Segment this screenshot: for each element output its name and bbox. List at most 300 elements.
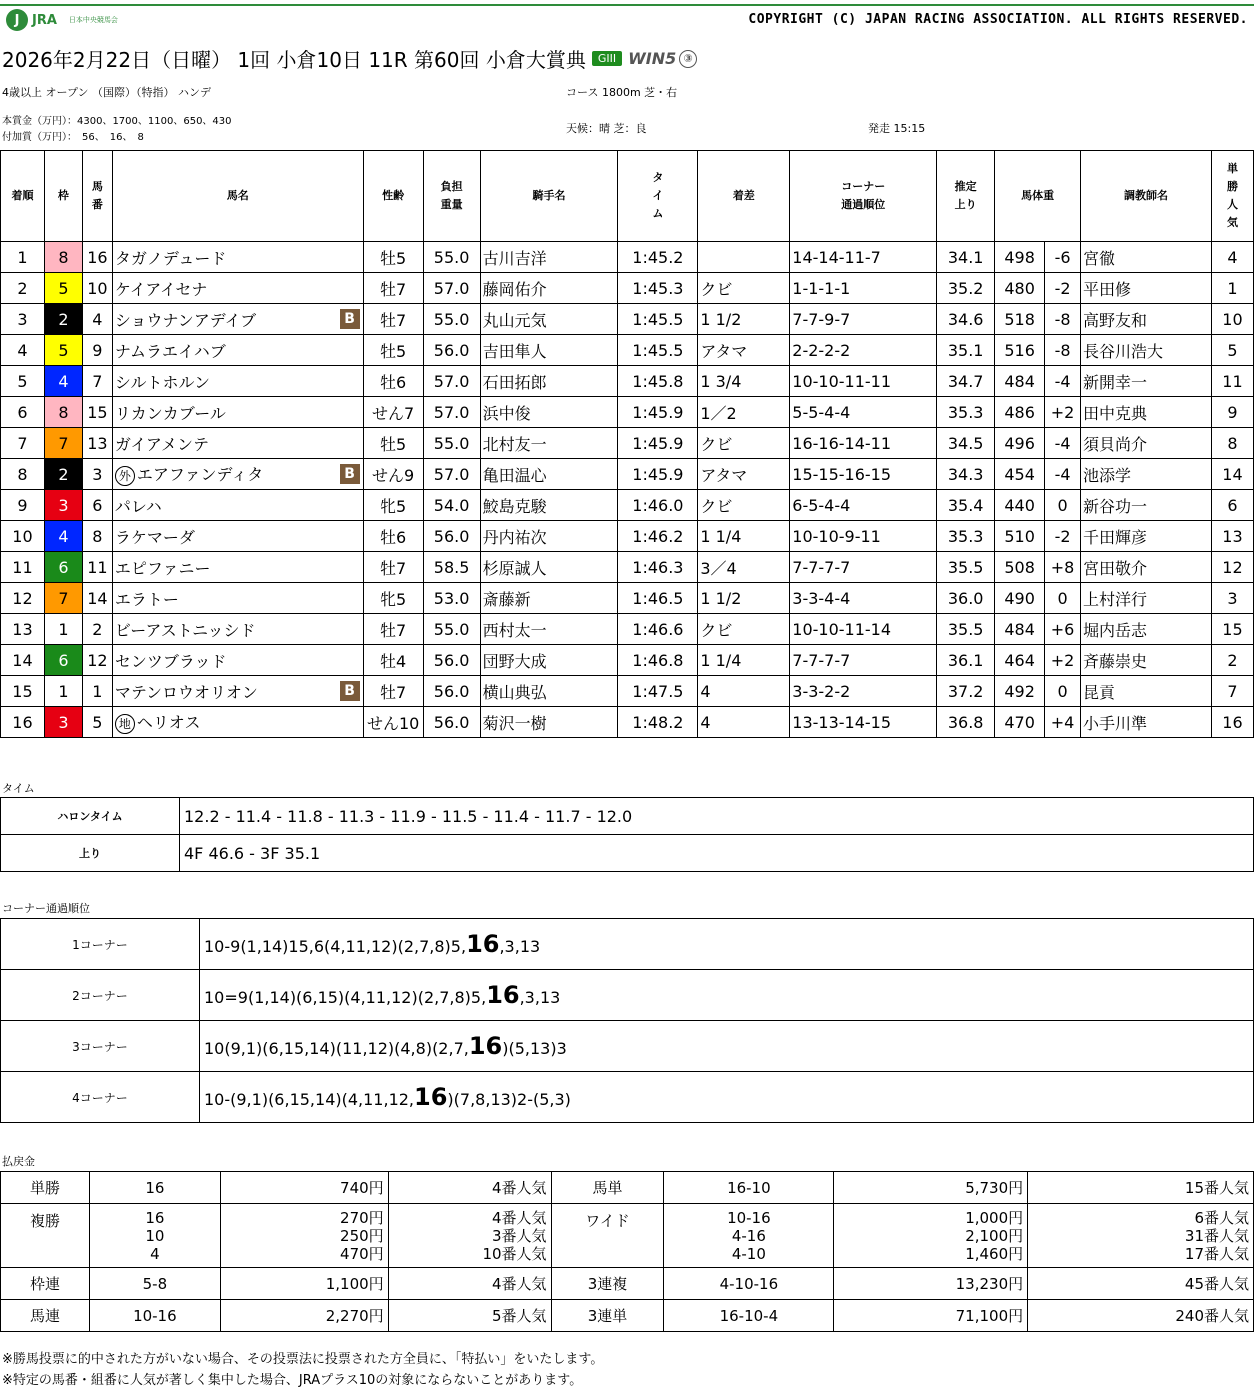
sex-age-cell: 牡5 — [363, 428, 423, 459]
bet-popularity — [388, 1300, 551, 1332]
horse-number-cell: 13 — [82, 428, 112, 459]
corner-order-before: 10(9,1)(6,15,14)(11,12)(4,8)(2,7, — [204, 1039, 469, 1058]
jockey-link[interactable]: 団野大成 — [482, 651, 547, 671]
popularity-cell: 12 — [1211, 552, 1253, 583]
table-row — [1, 397, 1254, 428]
trainer-link[interactable]: 小手川準 — [1083, 713, 1148, 733]
bet-numbers — [89, 1300, 220, 1332]
jockey-link[interactable]: 丹内祐次 — [482, 527, 547, 547]
trainer-cell — [1081, 676, 1212, 707]
bet-payout — [220, 1300, 388, 1332]
corner-order — [200, 970, 1254, 1021]
weight-carried-cell: 56.0 — [423, 707, 480, 738]
jockey-cell — [480, 583, 618, 614]
trainer-cell — [1081, 242, 1212, 273]
horse-number-cell: 10 — [82, 273, 112, 304]
weight-carried-cell: 56.0 — [423, 676, 480, 707]
jockey-link[interactable]: 丸山元気 — [482, 310, 547, 330]
time-cell: 1:46.0 — [618, 490, 698, 521]
jockey-link[interactable]: 西村太一 — [482, 620, 547, 640]
furlong-times: 12.2 - 11.4 - 11.8 - 11.3 - 11.9 - 11.5 - 11.4 - 11.7 - 12.0 — [180, 798, 1254, 835]
trainer-link[interactable]: 新開幸一 — [1083, 372, 1148, 392]
margin-cell: 4 — [698, 676, 790, 707]
time-section-label: タイム — [2, 782, 35, 795]
bet-type-label: 3連複 — [551, 1268, 664, 1300]
table-row — [1, 676, 1254, 707]
trainer-link[interactable]: 宮田敬介 — [1083, 558, 1148, 578]
sex-age-cell: せん7 — [363, 397, 423, 428]
bet-popularity-line: 3番人気 — [492, 1226, 547, 1245]
trainer-link[interactable]: 斉藤崇史 — [1083, 651, 1148, 671]
trainer-link[interactable]: 堀内岳志 — [1083, 620, 1148, 640]
trainer-cell — [1081, 707, 1212, 738]
corner-winner-number: 16 — [486, 981, 520, 1009]
trainer-cell — [1081, 645, 1212, 676]
trainer-cell — [1081, 521, 1212, 552]
sex-age-cell: 牡7 — [363, 552, 423, 583]
finish-cell: 16 — [1, 707, 45, 738]
payout-section-label: 払戻金 — [2, 1155, 35, 1168]
trainer-link[interactable]: 新谷功一 — [1083, 496, 1148, 516]
bet-type-label: ワイド — [551, 1204, 664, 1268]
margin-cell: クビ — [698, 428, 790, 459]
horse-name-cell — [112, 552, 363, 583]
bet-payout-line: 250円 — [340, 1226, 384, 1245]
waku-cell: 1 — [44, 676, 82, 707]
waku-cell: 8 — [44, 397, 82, 428]
furlong-label: ハロンタイム — [1, 798, 180, 835]
body-weight-change-cell: +2 — [1045, 397, 1081, 428]
time-cell: 1:48.2 — [618, 707, 698, 738]
jockey-link[interactable]: 古川吉洋 — [482, 248, 547, 268]
weather: 天候：晴 芝：良 — [566, 122, 647, 135]
time-cell: 1:45.9 — [618, 397, 698, 428]
body-weight-cell: 484 — [995, 614, 1045, 645]
win5-badge — [628, 49, 697, 68]
sex-age-cell: 牡7 — [363, 614, 423, 645]
bet-payout — [834, 1300, 1028, 1332]
waku-cell: 6 — [44, 552, 82, 583]
horse-name-cell — [112, 366, 363, 397]
sex-age-cell: せん10 — [363, 707, 423, 738]
time-cell: 1:45.9 — [618, 428, 698, 459]
popularity-cell: 8 — [1211, 428, 1253, 459]
trainer-cell — [1081, 428, 1212, 459]
last3f-cell: 37.2 — [937, 676, 995, 707]
bet-type-label: 複勝 — [1, 1204, 90, 1268]
jockey-cell — [480, 304, 618, 335]
jockey-cell — [480, 273, 618, 304]
sex-age-cell: せん9 — [363, 459, 423, 490]
header-finish: 着順 — [1, 151, 45, 242]
trainer-cell — [1081, 583, 1212, 614]
weight-carried-cell: 55.0 — [423, 614, 480, 645]
margin-cell: 4 — [698, 707, 790, 738]
margin-cell: 1／2 — [698, 397, 790, 428]
body-weight-cell: 498 — [995, 242, 1045, 273]
bet-popularity — [1028, 1268, 1254, 1300]
weight-carried-cell: 57.0 — [423, 273, 480, 304]
table-row — [1, 521, 1254, 552]
horse-name-link[interactable]: リカンカブール — [114, 403, 226, 423]
trainer-link[interactable]: 千田輝彦 — [1083, 527, 1148, 547]
corner-order-before: 10-(9,1)(6,15,14)(4,11,12, — [204, 1090, 415, 1109]
trainer-cell — [1081, 614, 1212, 645]
results-header-row — [1, 151, 1254, 242]
jra-logo[interactable] — [6, 9, 118, 31]
jockey-link[interactable]: 横山典弘 — [482, 682, 547, 702]
trainer-link[interactable]: 上村洋行 — [1083, 589, 1148, 609]
race-title: 2026年2月22日（日曜） 1回 小倉10日 11R 第60回 小倉大賞典 — [2, 48, 586, 72]
last3f-cell: 36.8 — [937, 707, 995, 738]
trainer-link[interactable]: 高野友和 — [1083, 310, 1148, 330]
body-weight-cell: 470 — [995, 707, 1045, 738]
popularity-cell: 2 — [1211, 645, 1253, 676]
corner-order — [200, 1021, 1254, 1072]
bet-numbers-line: 10 — [145, 1226, 165, 1245]
corner-winner-number: 16 — [466, 930, 500, 958]
table-row — [1, 707, 1254, 738]
popularity-cell: 9 — [1211, 397, 1253, 428]
horse-name-link[interactable]: パレハ — [114, 496, 162, 516]
weight-carried-cell: 56.0 — [423, 335, 480, 366]
header-popularity: 単 勝 人 気 — [1211, 151, 1253, 242]
body-weight-change-cell: -4 — [1045, 459, 1081, 490]
table-row — [1, 273, 1254, 304]
bet-type-label: 単勝 — [1, 1172, 90, 1204]
table-row — [1, 645, 1254, 676]
body-weight-change-cell: 0 — [1045, 583, 1081, 614]
trainer-cell — [1081, 459, 1212, 490]
body-weight-change-cell: -4 — [1045, 366, 1081, 397]
last3f-cell: 34.7 — [937, 366, 995, 397]
table-row — [1, 552, 1254, 583]
header-time: タ イ ム — [618, 151, 698, 242]
jockey-cell — [480, 397, 618, 428]
body-weight-change-cell: -4 — [1045, 428, 1081, 459]
last-times: 4F 46.6 - 3F 35.1 — [180, 835, 1254, 872]
bet-popularity-line: 17番人気 — [1184, 1244, 1249, 1263]
corner-order-cell: 3-3-2-2 — [790, 676, 937, 707]
bet-popularity-line: 10番人気 — [482, 1244, 547, 1263]
horse-name-link[interactable]: ガイアメンテ — [114, 434, 209, 454]
jockey-cell — [480, 459, 618, 490]
header-waku: 枠 — [44, 151, 82, 242]
horse-name-cell — [112, 707, 363, 738]
jockey-link[interactable]: 斎藤新 — [482, 589, 531, 609]
finish-cell: 11 — [1, 552, 45, 583]
finish-cell: 10 — [1, 521, 45, 552]
weight-carried-cell: 57.0 — [423, 366, 480, 397]
trainer-link[interactable]: 平田修 — [1083, 279, 1132, 299]
jockey-link[interactable]: 吉田隼人 — [482, 341, 547, 361]
jockey-cell — [480, 552, 618, 583]
race-title-row — [2, 44, 697, 73]
win5-number: ③ — [679, 50, 697, 68]
trainer-cell — [1081, 552, 1212, 583]
horse-name-cell — [112, 335, 363, 366]
horse-name-link[interactable]: ラケマーダ — [114, 527, 195, 547]
header-last3f: 推定 上り — [937, 151, 995, 242]
body-weight-change-cell: -2 — [1045, 521, 1081, 552]
trainer-link[interactable]: 昆貢 — [1083, 682, 1116, 702]
blinker-icon: B — [340, 464, 360, 484]
bet-popularity-line: 4番人気 — [492, 1178, 547, 1197]
table-row — [1, 459, 1254, 490]
bet-payout-line: 13,230円 — [955, 1274, 1024, 1293]
horse-number-cell: 6 — [82, 490, 112, 521]
horse-name-link[interactable]: エアファンディタ — [136, 465, 264, 485]
horse-name-cell — [112, 459, 363, 490]
bet-payout-line: 5,730円 — [965, 1178, 1024, 1197]
header-sex-age: 性齢 — [363, 151, 423, 242]
corner-order-cell: 10-10-11-14 — [790, 614, 937, 645]
corner-label: 4コーナー — [1, 1072, 200, 1123]
popularity-cell: 3 — [1211, 583, 1253, 614]
bet-payout — [834, 1268, 1028, 1300]
time-cell: 1:46.5 — [618, 583, 698, 614]
weight-carried-cell: 56.0 — [423, 521, 480, 552]
bet-payout-line: 470円 — [340, 1244, 384, 1263]
bet-payout — [834, 1172, 1028, 1204]
body-weight-cell: 518 — [995, 304, 1045, 335]
waku-cell: 3 — [44, 707, 82, 738]
corner-order-cell: 13-13-14-15 — [790, 707, 937, 738]
race-course: コース 1800m 芝・右 — [566, 86, 678, 99]
blinker-icon: B — [340, 681, 360, 701]
corner-order-cell: 7-7-7-7 — [790, 645, 937, 676]
corner-order-cell: 14-14-11-7 — [790, 242, 937, 273]
corner-order-cell: 5-5-4-4 — [790, 397, 937, 428]
bet-popularity — [1028, 1300, 1254, 1332]
horse-name-link[interactable]: シルトホルン — [114, 372, 211, 392]
horse-name-link[interactable]: ヘリオス — [136, 713, 201, 733]
bet-payout-line: 740円 — [340, 1178, 384, 1197]
time-cell: 1:46.3 — [618, 552, 698, 583]
last3f-cell: 35.5 — [937, 614, 995, 645]
waku-cell: 4 — [44, 521, 82, 552]
bet-payout-line: 270円 — [340, 1208, 384, 1227]
finish-cell: 4 — [1, 335, 45, 366]
margin-cell: アタマ — [698, 335, 790, 366]
jockey-cell — [480, 335, 618, 366]
finish-cell: 7 — [1, 428, 45, 459]
margin-cell: 1 1/2 — [698, 583, 790, 614]
furlong-row — [1, 798, 1254, 835]
bet-payout-line: 71,100円 — [955, 1306, 1024, 1325]
weight-carried-cell: 53.0 — [423, 583, 480, 614]
weight-carried-cell: 58.5 — [423, 552, 480, 583]
popularity-cell: 1 — [1211, 273, 1253, 304]
horse-name-link[interactable]: ケイアイセナ — [114, 279, 208, 299]
horse-number-cell: 1 — [82, 676, 112, 707]
horse-name-link[interactable]: センツブラッド — [114, 651, 227, 671]
header-horse: 馬名 — [112, 151, 363, 242]
bet-popularity-line: 4番人気 — [492, 1208, 547, 1227]
table-row — [1, 335, 1254, 366]
margin-cell: 1 1/2 — [698, 304, 790, 335]
corner-order-before: 10-9(1,14)15,6(4,11,12)(2,7,8)5, — [204, 937, 467, 956]
jockey-cell — [480, 645, 618, 676]
corner-order-cell: 7-7-9-7 — [790, 304, 937, 335]
horse-name-cell — [112, 645, 363, 676]
margin-cell — [698, 242, 790, 273]
bet-type-label: 3連単 — [551, 1300, 664, 1332]
finish-cell: 8 — [1, 459, 45, 490]
corner-label: 2コーナー — [1, 970, 200, 1021]
trainer-link[interactable]: 宮徹 — [1083, 248, 1116, 268]
payout-row — [1, 1300, 1254, 1332]
finish-cell: 3 — [1, 304, 45, 335]
bet-payout-line: 2,270円 — [325, 1306, 384, 1325]
body-weight-change-cell: -8 — [1045, 335, 1081, 366]
bet-popularity — [388, 1172, 551, 1204]
sex-age-cell: 牡7 — [363, 676, 423, 707]
corner-winner-number: 16 — [468, 1032, 503, 1060]
horse-number-cell: 8 — [82, 521, 112, 552]
trainer-cell — [1081, 490, 1212, 521]
horse-number-cell: 9 — [82, 335, 112, 366]
time-cell: 1:45.5 — [618, 335, 698, 366]
table-row — [1, 428, 1254, 459]
trainer-link[interactable]: 須貝尚介 — [1083, 434, 1148, 454]
waku-cell: 8 — [44, 242, 82, 273]
popularity-cell: 15 — [1211, 614, 1253, 645]
trainer-link[interactable]: 池添学 — [1083, 465, 1132, 485]
weight-carried-cell: 55.0 — [423, 428, 480, 459]
margin-cell: 1 1/4 — [698, 521, 790, 552]
bet-numbers-line: 16 — [145, 1178, 165, 1197]
horse-name-cell — [112, 304, 363, 335]
horse-number-cell: 2 — [82, 614, 112, 645]
waku-cell: 4 — [44, 366, 82, 397]
weight-carried-cell: 57.0 — [423, 397, 480, 428]
jockey-link[interactable]: 北村友一 — [482, 434, 547, 454]
body-weight-change-cell: +8 — [1045, 552, 1081, 583]
bet-payout — [220, 1204, 388, 1268]
body-weight-cell: 480 — [995, 273, 1045, 304]
horse-number-cell: 11 — [82, 552, 112, 583]
jockey-link[interactable]: 鮫島克駿 — [482, 496, 547, 516]
bet-popularity-line: 6番人気 — [1194, 1208, 1249, 1227]
bet-numbers — [89, 1268, 220, 1300]
horse-name-link[interactable]: エラトー — [114, 589, 179, 609]
logo-text: JRA — [32, 12, 57, 28]
body-weight-cell: 454 — [995, 459, 1045, 490]
bet-payout — [834, 1204, 1028, 1268]
trainer-link[interactable]: 田中克典 — [1083, 403, 1148, 423]
bet-popularity-line: 5番人気 — [492, 1306, 547, 1325]
jockey-link[interactable]: 菊沢一樹 — [482, 713, 547, 733]
jockey-link[interactable]: 亀田温心 — [482, 465, 547, 485]
jockey-link[interactable]: 石田拓郎 — [482, 372, 547, 392]
horse-name-link[interactable]: マテンロウオリオン — [114, 682, 258, 702]
horse-name-link[interactable]: ビーアストニッシド — [114, 620, 256, 640]
jockey-cell — [480, 614, 618, 645]
bet-popularity-line: 4番人気 — [492, 1274, 547, 1293]
last3f-cell: 34.5 — [937, 428, 995, 459]
bet-numbers-line: 4-16 — [731, 1226, 766, 1245]
horse-name-link[interactable]: ナムラエイハブ — [114, 341, 226, 361]
corner-row — [1, 1021, 1254, 1072]
horse-number-cell: 3 — [82, 459, 112, 490]
popularity-cell: 14 — [1211, 459, 1253, 490]
table-row — [1, 304, 1254, 335]
jockey-link[interactable]: 浜中俊 — [482, 403, 531, 423]
corner-order-cell: 7-7-7-7 — [790, 552, 937, 583]
horse-number-cell: 4 — [82, 304, 112, 335]
bet-numbers — [664, 1300, 834, 1332]
horse-name-cell — [112, 490, 363, 521]
corner-order-cell: 15-15-16-15 — [790, 459, 937, 490]
bet-popularity-line: 45番人気 — [1184, 1274, 1249, 1293]
bet-type-label: 馬単 — [551, 1172, 664, 1204]
trainer-cell — [1081, 366, 1212, 397]
body-weight-cell: 490 — [995, 583, 1045, 614]
margin-cell: 3／4 — [698, 552, 790, 583]
finish-cell: 12 — [1, 583, 45, 614]
body-weight-cell: 516 — [995, 335, 1045, 366]
bet-numbers-line: 10-16 — [133, 1306, 177, 1325]
weight-carried-cell: 57.0 — [423, 459, 480, 490]
body-weight-change-cell: +2 — [1045, 645, 1081, 676]
body-weight-cell: 492 — [995, 676, 1045, 707]
jockey-link[interactable]: 杉原誠人 — [482, 558, 547, 578]
corner-row — [1, 1072, 1254, 1123]
body-weight-cell: 464 — [995, 645, 1045, 676]
corner-winner-number: 16 — [414, 1083, 448, 1111]
trainer-cell — [1081, 273, 1212, 304]
waku-cell: 6 — [44, 645, 82, 676]
popularity-cell: 6 — [1211, 490, 1253, 521]
start-time: 発走 15:15 — [868, 122, 926, 135]
time-cell: 1:46.8 — [618, 645, 698, 676]
bet-numbers — [664, 1268, 834, 1300]
jockey-cell — [480, 490, 618, 521]
horse-name-link[interactable]: エピファニー — [114, 558, 211, 578]
last3f-cell: 35.5 — [937, 552, 995, 583]
bet-popularity-line: 15番人気 — [1184, 1178, 1249, 1197]
waku-cell: 7 — [44, 583, 82, 614]
add-prize-money: 付加賞（万円）： 56、 16、 8 — [2, 132, 144, 143]
corner-order-cell: 1-1-1-1 — [790, 273, 937, 304]
corner-order-cell: 10-10-9-11 — [790, 521, 937, 552]
bet-payout-line: 1,460円 — [965, 1244, 1024, 1263]
header-trainer: 調教師名 — [1081, 151, 1212, 242]
horse-name-cell — [112, 273, 363, 304]
trainer-link[interactable]: 長谷川浩大 — [1083, 341, 1164, 361]
body-weight-change-cell: -2 — [1045, 273, 1081, 304]
body-weight-cell: 496 — [995, 428, 1045, 459]
popularity-cell: 7 — [1211, 676, 1253, 707]
corner-row — [1, 919, 1254, 970]
table-row — [1, 490, 1254, 521]
corner-label: 1コーナー — [1, 919, 200, 970]
horse-name-link[interactable]: タガノデュード — [114, 248, 227, 268]
finish-cell: 13 — [1, 614, 45, 645]
popularity-cell: 16 — [1211, 707, 1253, 738]
jockey-link[interactable]: 藤岡佑介 — [482, 279, 547, 299]
finish-cell: 15 — [1, 676, 45, 707]
horse-name-link[interactable]: ショウナンアデイブ — [114, 310, 257, 330]
corner-order-cell: 3-3-4-4 — [790, 583, 937, 614]
corner-order-cell: 6-5-4-4 — [790, 490, 937, 521]
header-body-weight: 馬体重 — [995, 151, 1081, 242]
popularity-cell: 13 — [1211, 521, 1253, 552]
last-label: 上り — [1, 835, 180, 872]
corner-order-before: 10=9(1,14)(6,15)(4,11,12)(2,7,8)5, — [204, 988, 487, 1007]
bet-numbers-line: 16 — [145, 1208, 165, 1227]
